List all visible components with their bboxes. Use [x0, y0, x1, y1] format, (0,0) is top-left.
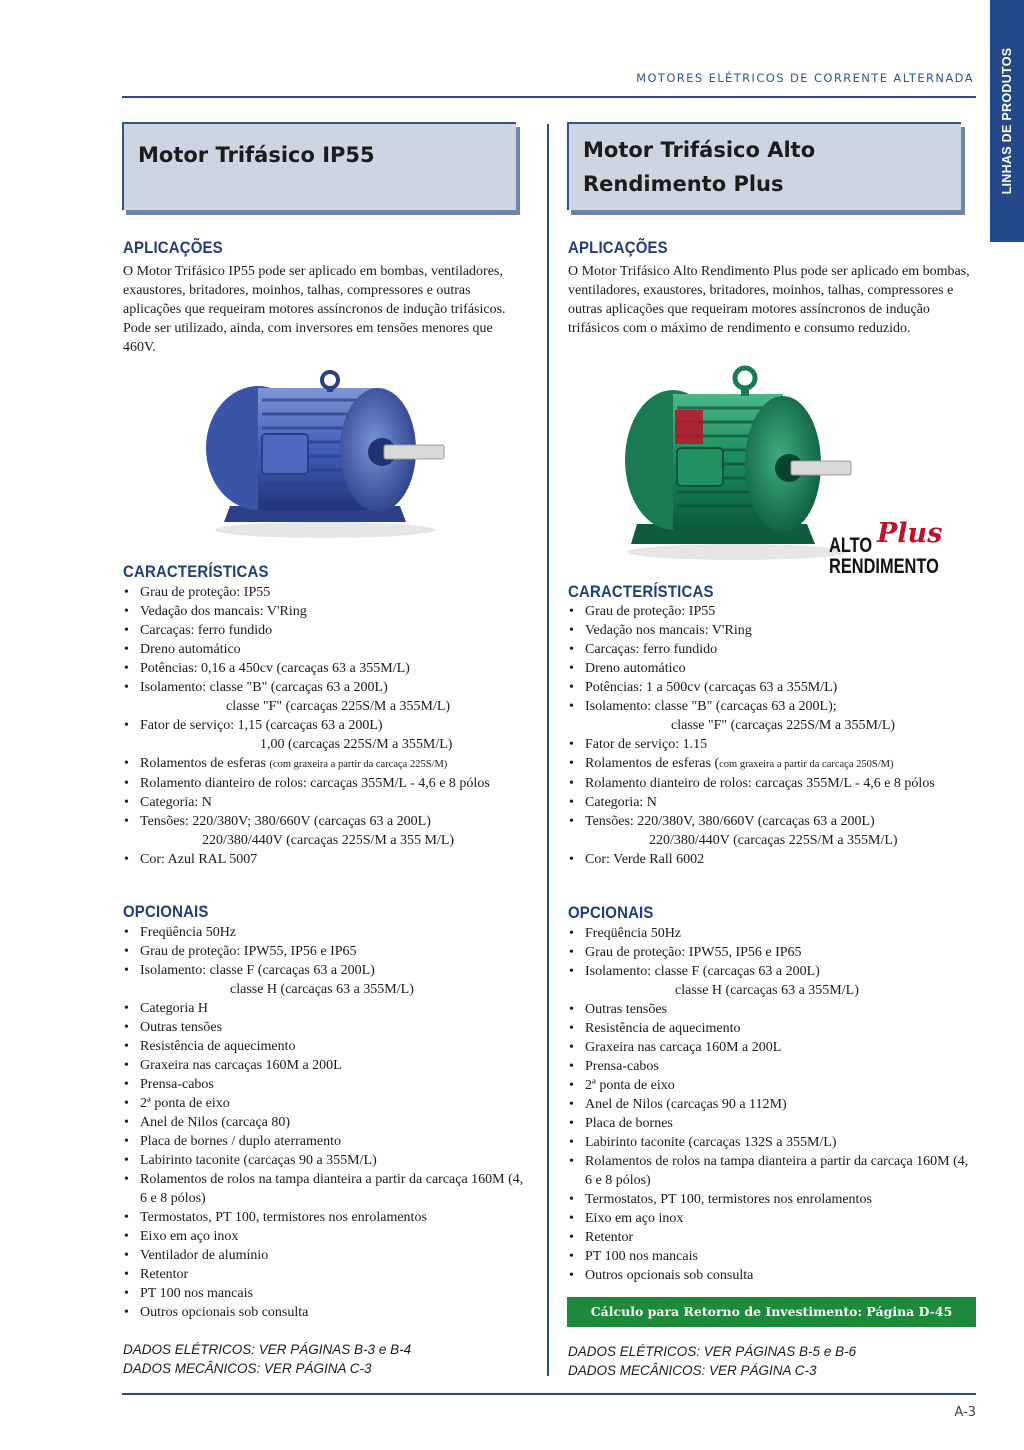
logo-alto-text: ALTO: [829, 534, 873, 557]
list-item: • Carcaças: ferro fundido: [567, 640, 979, 659]
list-item: • Resistência de aquecimento: [567, 1019, 979, 1038]
left-dados-eletricos: DADOS ELÉTRICOS: VER PÁGINAS B-3 e B-4: [123, 1342, 412, 1357]
right-opcionais-heading: OPCIONAIS: [568, 903, 654, 922]
right-dados-mecanicos: DADOS MECÂNICOS: VER PÁGINA C-3: [568, 1363, 817, 1378]
list-item: • Graxeira nas carcaças 160M a 200L: [122, 1056, 534, 1075]
page-header-title: MOTORES ELÉTRICOS DE CORRENTE ALTERNADA: [636, 71, 974, 85]
list-item: • Isolamento: classe F (carcaças 63 a 200L): [567, 962, 979, 981]
right-dados-eletricos: DADOS ELÉTRICOS: VER PÁGINAS B-5 e B-6: [568, 1344, 857, 1359]
list-item-text: Rolamentos de esferas (: [585, 756, 720, 771]
list-item: • Grau de proteção: IP55: [122, 583, 534, 602]
roi-banner[interactable]: Cálculo para Retorno de Investimento: Página D-45: [567, 1297, 976, 1327]
left-caracteristicas-list: [122, 583, 534, 869]
right-product-title-line1: Motor Trifásico Alto: [583, 138, 816, 162]
header-divider: [122, 96, 976, 98]
list-item: • Carcaças: ferro fundido: [122, 621, 534, 640]
list-item-text: classe "F" (carcaças 225S/M a 355M/L): [226, 699, 451, 714]
sidebar-tab-label: LINHAS DE PRODUTOS: [1000, 47, 1014, 195]
logo-plus-text: Plus: [877, 518, 943, 549]
list-item: • 2ª ponta de eixo: [567, 1076, 979, 1095]
sidebar-tab: [990, 0, 1024, 242]
list-item: • Freqüência 50Hz: [567, 924, 979, 943]
left-dados-mecanicos: DADOS MECÂNICOS: VER PÁGINA C-3: [123, 1361, 372, 1376]
list-item: [567, 831, 979, 850]
list-item-text: 220/380/440V (carcaças 225S/M a 355 M/L): [202, 833, 455, 848]
list-item: • Grau de proteção: IPW55, IP56 e IP65: [567, 943, 979, 962]
list-item: • Isolamento: classe "B" (carcaças 63 a 200L);: [567, 697, 979, 716]
list-item: • Tensões: 220/380V; 380/660V (carcaças 63 a 200L): [122, 812, 534, 831]
list-item: • Categoria: N: [122, 793, 534, 812]
list-item: • Isolamento: classe F (carcaças 63 a 200L): [122, 961, 534, 980]
left-opcionais-heading: OPCIONAIS: [123, 902, 209, 921]
right-aplicacoes-text: O Motor Trifásico Alto Rendimento Plus pode ser aplicado em bombas, ventiladores, exaustores, britadores, moinhos, talhas, compressores e outras aplicações que requeiram motores assíncronos de indução trifásicos com o máximo de rendimento e consumo reduzido.: [568, 264, 970, 336]
list-item-text: classe "F" (carcaças 225S/M a 355M/L): [671, 718, 896, 733]
list-item: • Labirinto taconite (carcaças 90 a 355M/L): [122, 1151, 534, 1170]
list-item: • Categoria H: [122, 999, 534, 1018]
list-item: • Fator de serviço: 1,15 (carcaças 63 a 200L): [122, 716, 534, 735]
column-divider: [547, 124, 549, 1376]
list-item: • Outros opcionais sob consulta: [122, 1303, 534, 1322]
logo-rendimento-text: RENDIMENTO: [829, 555, 939, 578]
list-item: • Grau de proteção: IPW55, IP56 e IP65: [122, 942, 534, 961]
left-caracteristicas-heading: CARACTERÍSTICAS: [123, 562, 269, 581]
alto-rendimento-plus-logo: [829, 518, 969, 584]
list-item-text: 220/380/440V (carcaças 225S/M a 355M/L): [649, 833, 898, 848]
list-item: • Eixo em aço inox: [122, 1227, 534, 1246]
left-product-title: Motor Trifásico IP55: [138, 143, 375, 167]
list-item: • Rolamentos de rolos na tampa dianteira a partir da carcaça 160M (4, 6 e 8 pólos): [122, 1170, 530, 1208]
list-item: [567, 754, 979, 774]
list-item: • Outras tensões: [122, 1018, 534, 1037]
left-aplicacoes-heading: APLICAÇÕES: [123, 238, 223, 257]
list-item: • Potências: 0,16 a 450cv (carcaças 63 a 355M/L): [122, 659, 534, 678]
list-item: • 2ª ponta de eixo: [122, 1094, 534, 1113]
list-item-text: classe H (carcaças 63 a 355M/L): [230, 982, 414, 997]
list-item: • Termostatos, PT 100, termistores nos enrolamentos: [122, 1208, 534, 1227]
left-aplicacoes-text: O Motor Trifásico IP55 pode ser aplicado em bombas, ventiladores, exaustores, britadores, moinhos, talhas, compressores e outras aplicações que requeiram motores assíncronos de indução trifásicos. Pode ser utilizado, ainda, com inversores em tensões menores que 460V.: [123, 264, 506, 355]
list-item: [567, 981, 979, 1000]
list-item: • Isolamento: classe "B" (carcaças 63 a 200L): [122, 678, 534, 697]
list-item: • Anel de Nilos (carcaças 90 a 112M): [567, 1095, 979, 1114]
list-item: • Dreno automático: [567, 659, 979, 678]
list-item: • Tensões: 220/380V, 380/660V (carcaças 63 a 200L): [567, 812, 979, 831]
list-item-text: classe H (carcaças 63 a 355M/L): [675, 983, 859, 998]
list-item: • Grau de proteção: IP55: [567, 602, 979, 621]
list-item: • Eixo em aço inox: [567, 1209, 979, 1228]
list-item: • Rolamento dianteiro de rolos: carcaças 355M/L - 4,6 e 8 pólos: [122, 774, 526, 793]
list-item: • Graxeira nas carcaça 160M a 200L: [567, 1038, 979, 1057]
list-item: • Resistência de aquecimento: [122, 1037, 534, 1056]
list-item: • Dreno automático: [122, 640, 534, 659]
list-item: • Ventilador de alumínio: [122, 1246, 534, 1265]
right-title-box: [567, 122, 961, 210]
list-item: • PT 100 nos mancais: [567, 1247, 979, 1266]
list-item: • Labirinto taconite (carcaças 132S a 355M/L): [567, 1133, 979, 1152]
list-item: [122, 754, 534, 774]
list-item-note: (com graxeira a partir da carcaça 225S/M): [269, 759, 448, 770]
list-item: • Fator de serviço: 1.15: [567, 735, 979, 754]
list-item: • Outros opcionais sob consulta: [567, 1266, 979, 1285]
list-item: • Retentor: [122, 1265, 534, 1284]
left-opcionais-list: [122, 923, 534, 1322]
list-item: • Retentor: [567, 1228, 979, 1247]
list-item-text: Rolamentos de esferas: [140, 756, 270, 771]
page-number: A-3: [954, 1405, 976, 1420]
list-item: • PT 100 nos mancais: [122, 1284, 534, 1303]
list-item: • Outras tensões: [567, 1000, 979, 1019]
list-item: • Prensa-cabos: [122, 1075, 534, 1094]
list-item: • Rolamento dianteiro de rolos: carcaças 355M/L - 4,6 e 8 pólos: [567, 774, 967, 793]
list-item: • Freqüência 50Hz: [122, 923, 534, 942]
list-item: • Vedação nos mancais: V'Ring: [567, 621, 979, 640]
list-item: • Vedação dos mancais: V'Ring: [122, 602, 534, 621]
list-item: • Placa de bornes: [567, 1114, 979, 1133]
footer-divider: [122, 1393, 976, 1395]
list-item: [122, 980, 534, 999]
list-item: • Potências: 1 a 500cv (carcaças 63 a 355M/L): [567, 678, 979, 697]
list-item: [122, 697, 534, 716]
list-item: • Placa de bornes / duplo aterramento: [122, 1132, 534, 1151]
list-item-text: 1,00 (carcaças 225S/M a 355M/L): [260, 737, 453, 752]
list-item: • Termostatos, PT 100, termistores nos enrolamentos: [567, 1190, 979, 1209]
left-title-box: [122, 122, 516, 210]
list-item-note: com graxeira a partir da carcaça 250S/M): [719, 759, 894, 770]
list-item: [122, 831, 534, 850]
list-item: • Cor: Verde Rall 6002: [567, 850, 979, 869]
right-product-title-line2: Rendimento Plus: [583, 172, 784, 196]
blue-motor-image: [200, 370, 450, 540]
list-item: [122, 735, 534, 754]
right-opcionais-list: [567, 924, 979, 1285]
right-caracteristicas-heading: CARACTERÍSTICAS: [568, 582, 714, 601]
list-item: • Anel de Nilos (carcaça 80): [122, 1113, 534, 1132]
list-item: • Prensa-cabos: [567, 1057, 979, 1076]
list-item: • Categoria: N: [567, 793, 979, 812]
list-item: • Cor: Azul RAL 5007: [122, 850, 534, 869]
right-caracteristicas-list: [567, 602, 979, 869]
right-aplicacoes-heading: APLICAÇÕES: [568, 238, 668, 257]
list-item: • Rolamentos de rolos na tampa dianteira a partir da carcaça 160M (4, 6 e 8 pólos): [567, 1152, 977, 1190]
list-item: [567, 716, 979, 735]
